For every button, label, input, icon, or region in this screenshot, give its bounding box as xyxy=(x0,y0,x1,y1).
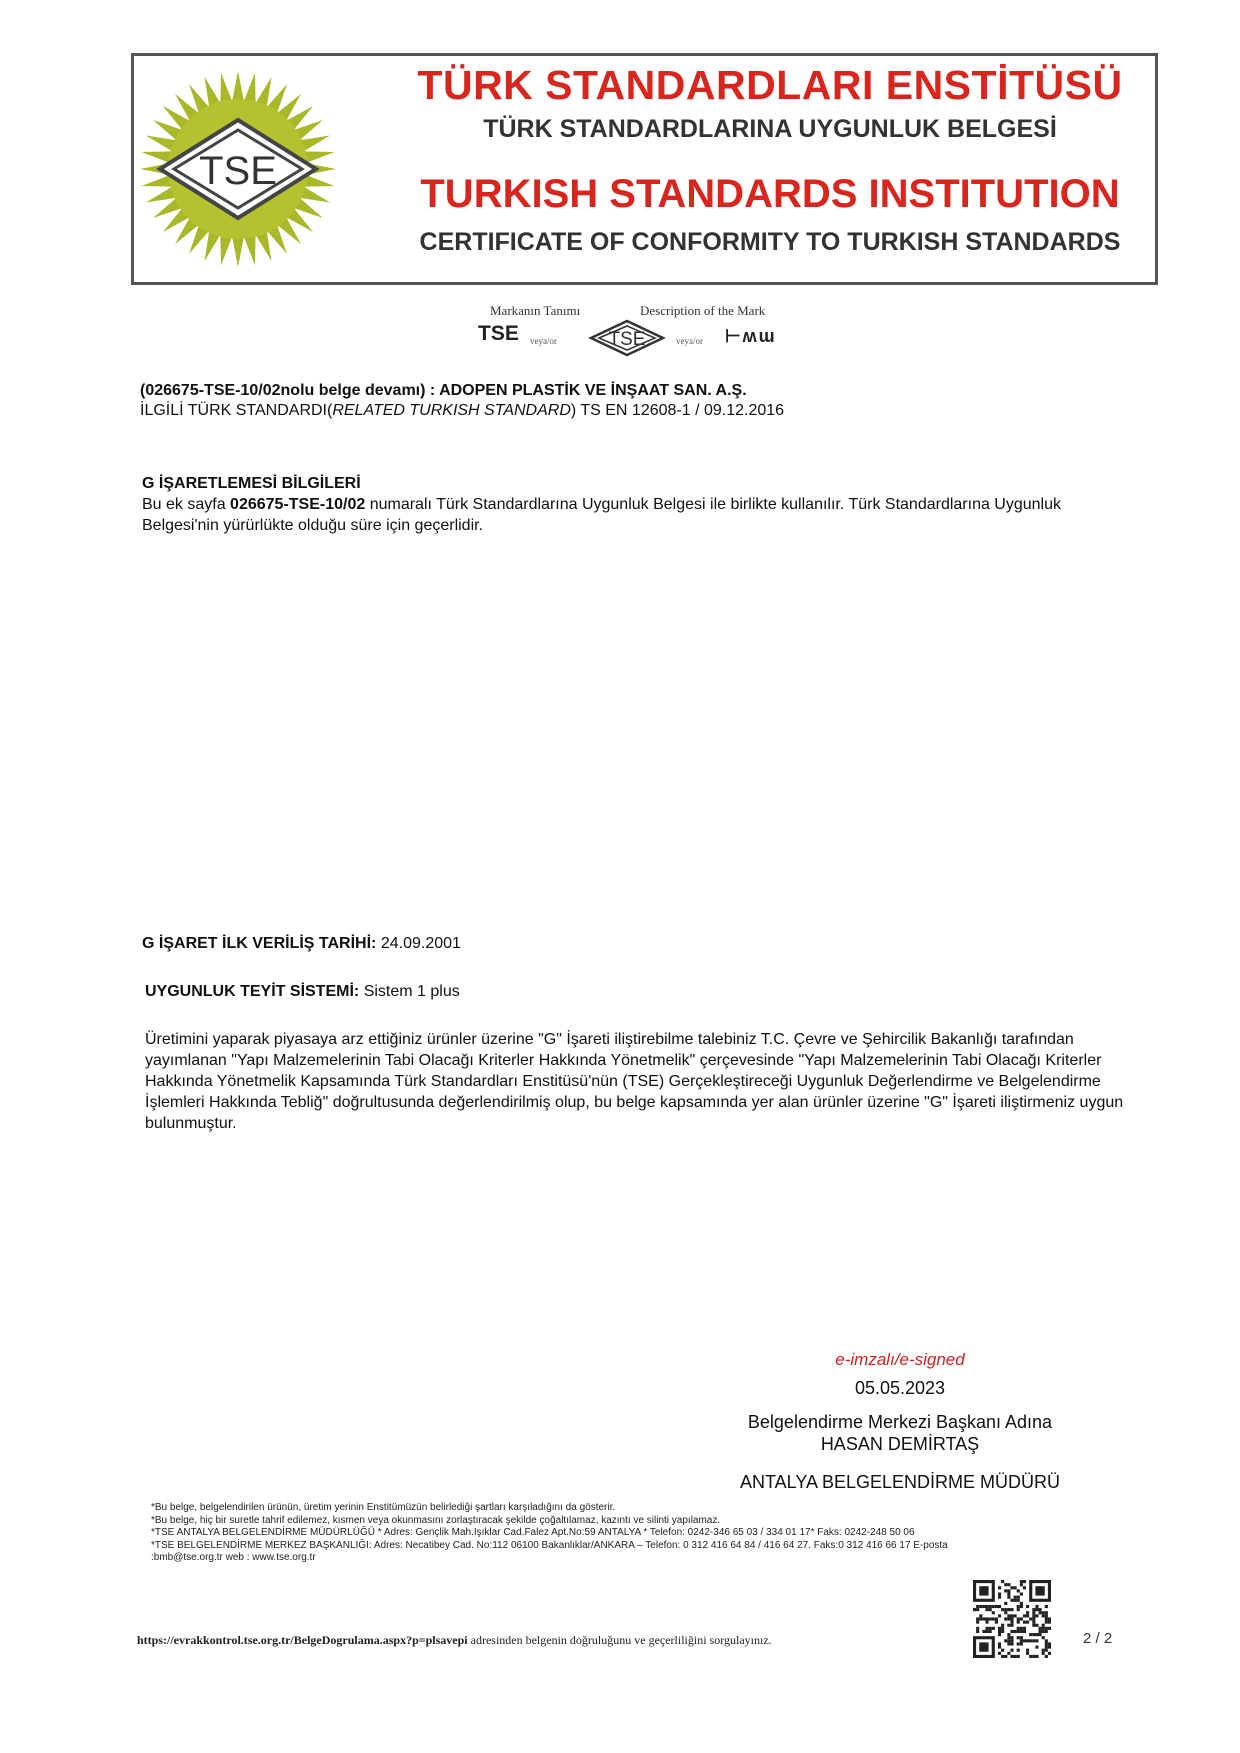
qr-module xyxy=(998,1605,1001,1608)
qr-module xyxy=(992,1611,995,1614)
qr-module xyxy=(1048,1642,1051,1645)
qr-module xyxy=(1039,1611,1042,1614)
qr-module xyxy=(1045,1639,1048,1642)
qr-module xyxy=(1045,1642,1048,1645)
qr-module xyxy=(1010,1586,1013,1589)
qr-module xyxy=(1020,1636,1023,1639)
qr-module xyxy=(1007,1639,1010,1642)
signature-date: 05.05.2023 xyxy=(854,1378,946,1398)
qr-module xyxy=(992,1605,995,1608)
qr-module xyxy=(976,1605,979,1608)
qr-module xyxy=(1010,1608,1013,1611)
footer-note: *Bu belge, hiç bir suretle tahrif edilemez, kısmen veya okunmasını zorlaştıracak şekilde çoğaltılamaz, kazıntı ve silinti yapılamaz. xyxy=(151,1514,721,1526)
qr-module xyxy=(1007,1624,1010,1627)
qr-module xyxy=(976,1630,979,1633)
qr-module xyxy=(1032,1639,1035,1642)
qr-module xyxy=(1042,1636,1045,1639)
qr-module xyxy=(1048,1621,1051,1624)
footer-note: *Bu belge, belgelendirilen ürünün, üretim yerinin Enstitümüzün belirlediği şartları karşıladığını da gösterir. xyxy=(151,1502,616,1513)
qr-module xyxy=(992,1617,995,1620)
qr-module xyxy=(1004,1617,1007,1620)
first-issue-date: G İŞARET İLK VERİLİŞ TARİHİ: 24.09.2001 xyxy=(142,935,461,952)
qr-module xyxy=(1020,1580,1023,1583)
qr-module xyxy=(1001,1624,1004,1627)
qr-module xyxy=(1042,1611,1045,1614)
qr-module xyxy=(1039,1627,1042,1630)
qr-module xyxy=(995,1617,998,1620)
qr-module xyxy=(1010,1624,1013,1627)
verification-link[interactable]: https://evrakkontrol.tse.org.tr/BelgeDogrulama.aspx?p=plsavepi xyxy=(137,1633,468,1647)
qr-module xyxy=(1001,1627,1004,1630)
qr-module xyxy=(1017,1642,1020,1645)
qr-module xyxy=(998,1596,1001,1599)
marking-info-title: G İŞARETLEMESİ BİLGİLERİ xyxy=(142,475,361,492)
qr-module xyxy=(979,1605,982,1608)
qr-module xyxy=(1029,1639,1032,1642)
qr-module xyxy=(1023,1627,1026,1630)
qr-module xyxy=(1026,1649,1029,1652)
qr-module xyxy=(1001,1608,1004,1611)
qr-module xyxy=(995,1621,998,1624)
qr-module xyxy=(1026,1614,1029,1617)
qr-module xyxy=(1010,1642,1013,1645)
qr-module xyxy=(1004,1583,1007,1586)
qr-module xyxy=(1042,1630,1045,1633)
certificate-reference: (026675-TSE-10/02nolu belge devamı) : ADOPEN PLASTİK VE İNŞAAT SAN. A.Ş. xyxy=(140,382,747,399)
qr-module xyxy=(1014,1596,1017,1599)
mark-logo-text: TSE xyxy=(608,329,646,350)
qr-module xyxy=(1010,1630,1013,1633)
qr-module xyxy=(985,1608,988,1611)
footer-note: :bmb@tse.org.tr web : www.tse.org.tr xyxy=(151,1552,316,1563)
qr-module xyxy=(1004,1655,1007,1658)
qr-module xyxy=(985,1617,988,1620)
qr-module xyxy=(1048,1617,1051,1620)
qr-module xyxy=(1007,1583,1010,1586)
qr-module xyxy=(1010,1636,1013,1639)
qr-module xyxy=(1007,1592,1010,1595)
qr-module xyxy=(989,1605,992,1608)
qr-module xyxy=(1026,1652,1029,1655)
qr-module xyxy=(1045,1605,1048,1608)
mark-tse-text: TSE xyxy=(478,322,519,345)
qr-module xyxy=(1045,1649,1048,1652)
qr-module xyxy=(1042,1627,1045,1630)
mark-alternative-glyphs: ⊢ʍɯ xyxy=(725,326,777,346)
qr-module xyxy=(1035,1624,1038,1627)
qr-module xyxy=(1045,1646,1048,1649)
qr-module xyxy=(1045,1627,1048,1630)
qr-module xyxy=(1020,1583,1023,1586)
qr-module xyxy=(985,1630,988,1633)
qr-module xyxy=(1035,1633,1038,1636)
qr-module xyxy=(998,1592,1001,1595)
page-number: 2 / 2 xyxy=(1083,1630,1113,1647)
marking-info-paragraph: Bu ek sayfa 026675-TSE-10/02 numaralı Türk Standardlarına Uygunluk Belgesi ile birlikte kullanılır. Türk Standardlarına Uygunluk Belgesi'nin yürürlükte olduğu süre için geçerlidir. xyxy=(142,496,1062,534)
qr-module xyxy=(982,1617,985,1620)
qr-module xyxy=(1004,1608,1007,1611)
qr-module xyxy=(1023,1614,1026,1617)
qr-module xyxy=(1020,1642,1023,1645)
qr-module xyxy=(1020,1592,1023,1595)
qr-module xyxy=(979,1614,982,1617)
qr-module xyxy=(998,1630,1001,1633)
qr-module xyxy=(1001,1580,1004,1583)
qr-module xyxy=(1039,1633,1042,1636)
qr-module xyxy=(1032,1621,1035,1624)
qr-module xyxy=(1035,1614,1038,1617)
qr-module xyxy=(1001,1649,1004,1652)
qr-module xyxy=(1023,1630,1026,1633)
qr-code xyxy=(973,1580,1051,1658)
qr-module xyxy=(1032,1655,1035,1658)
qr-module xyxy=(1010,1649,1013,1652)
qr-module xyxy=(1010,1639,1013,1642)
qr-module xyxy=(1017,1655,1020,1658)
mark-label-english: Description of the Mark xyxy=(640,303,766,318)
qr-module xyxy=(1032,1624,1035,1627)
qr-module xyxy=(1017,1630,1020,1633)
qr-module xyxy=(976,1617,979,1620)
mark-or-1: veya/or xyxy=(530,336,557,346)
footer-note: *TSE BELGELENDİRME MERKEZ BAŞKANLIĞI: Adres: Necatibey Cad. No:112 06100 Bakanlıklar/ANKARA – Telefon: 0 312 416 64 84 / 416 64 27. Faks:0 312 416 66 17 E-posta xyxy=(151,1539,948,1551)
qr-module xyxy=(1032,1614,1035,1617)
qr-module xyxy=(979,1617,982,1620)
qr-module xyxy=(1032,1617,1035,1620)
qr-module xyxy=(1007,1608,1010,1611)
qr-module xyxy=(1035,1586,1044,1595)
qr-module xyxy=(973,1608,976,1611)
qr-module xyxy=(998,1642,1001,1645)
qr-module xyxy=(1007,1617,1010,1620)
title-turkish: TÜRK STANDARDLARI ENSTİTÜSÜ xyxy=(417,62,1123,108)
qr-module xyxy=(998,1652,1001,1655)
qr-module xyxy=(1035,1646,1038,1649)
qr-module xyxy=(1010,1655,1013,1658)
qr-module xyxy=(1045,1621,1048,1624)
qr-module xyxy=(1010,1617,1013,1620)
qr-module xyxy=(1017,1636,1020,1639)
qr-module xyxy=(1045,1614,1048,1617)
qr-module xyxy=(998,1614,1001,1617)
qr-module xyxy=(1007,1633,1010,1636)
qr-module xyxy=(989,1608,992,1611)
qr-module xyxy=(998,1646,1001,1649)
qr-module xyxy=(1001,1655,1004,1658)
qr-module xyxy=(998,1633,1001,1636)
qr-module xyxy=(982,1605,985,1608)
qr-module xyxy=(1023,1621,1026,1624)
tse-mark-logo xyxy=(588,318,666,358)
qr-module xyxy=(1029,1617,1032,1620)
qr-module xyxy=(989,1617,992,1620)
signatory-title: ANTALYA BELGELENDİRME MÜDÜRÜ xyxy=(739,1472,1061,1492)
qr-module xyxy=(976,1608,979,1611)
qr-module xyxy=(1007,1642,1010,1645)
qr-module xyxy=(1004,1602,1007,1605)
qr-module xyxy=(1017,1649,1020,1652)
signatory-role: Belgelendirme Merkezi Başkanı Adına xyxy=(747,1412,1053,1432)
qr-module xyxy=(1007,1589,1010,1592)
qr-module xyxy=(1010,1599,1013,1602)
qr-module xyxy=(1010,1614,1013,1617)
qr-module xyxy=(1026,1621,1029,1624)
qr-module xyxy=(1026,1639,1029,1642)
qr-module xyxy=(1014,1586,1017,1589)
qr-module xyxy=(1042,1614,1045,1617)
qr-module xyxy=(1007,1614,1010,1617)
subtitle-english: CERTIFICATE OF CONFORMITY TO TURKISH STANDARDS xyxy=(419,228,1121,256)
qr-module xyxy=(979,1586,988,1595)
qr-module xyxy=(1004,1639,1007,1642)
qr-module xyxy=(1042,1624,1045,1627)
qr-module xyxy=(1020,1605,1023,1608)
qr-module xyxy=(979,1642,988,1651)
qr-module xyxy=(1042,1649,1045,1652)
qr-module xyxy=(1029,1655,1032,1658)
qr-module xyxy=(1026,1611,1029,1614)
e-signed-label: e-imzalı/e-signed xyxy=(835,1350,965,1369)
seal-text: TSE xyxy=(199,149,277,193)
tse-seal-logo xyxy=(138,58,338,280)
qr-module xyxy=(985,1627,988,1630)
qr-module xyxy=(995,1605,998,1608)
qr-module xyxy=(998,1586,1001,1589)
qr-module xyxy=(1023,1586,1026,1589)
qr-module xyxy=(989,1630,992,1633)
qr-module xyxy=(1010,1621,1013,1624)
qr-module xyxy=(1014,1614,1017,1617)
qr-module xyxy=(1035,1639,1038,1642)
qr-module xyxy=(1014,1655,1017,1658)
qr-module xyxy=(982,1630,985,1633)
qr-module xyxy=(1017,1605,1020,1608)
qr-module xyxy=(1017,1599,1020,1602)
qr-module xyxy=(1035,1605,1038,1608)
title-english: TURKISH STANDARDS INSTITUTION xyxy=(420,172,1120,216)
qr-module xyxy=(1029,1633,1032,1636)
qr-module xyxy=(1007,1596,1010,1599)
qr-module xyxy=(1045,1617,1048,1620)
qr-module xyxy=(1007,1636,1010,1639)
qr-module xyxy=(1014,1630,1017,1633)
qr-module xyxy=(1020,1602,1023,1605)
qr-module xyxy=(989,1627,992,1630)
qr-module xyxy=(1032,1633,1035,1636)
qr-module xyxy=(1045,1630,1048,1633)
qr-module xyxy=(1045,1611,1048,1614)
qr-module xyxy=(1048,1627,1051,1630)
footer-notes xyxy=(151,1502,1151,1565)
qr-module xyxy=(1045,1655,1048,1658)
qr-module xyxy=(1014,1599,1017,1602)
qr-module xyxy=(1042,1652,1045,1655)
qr-module xyxy=(976,1621,979,1624)
qr-module xyxy=(1023,1580,1026,1583)
qr-module xyxy=(1048,1652,1051,1655)
qr-module xyxy=(1026,1605,1029,1608)
qr-module xyxy=(1017,1589,1020,1592)
qr-module xyxy=(1039,1630,1042,1633)
mark-or-2: veya/or xyxy=(676,336,703,346)
qr-module xyxy=(1017,1608,1020,1611)
qr-module xyxy=(1020,1630,1023,1633)
qr-module xyxy=(1004,1589,1007,1592)
qr-module xyxy=(1035,1655,1038,1658)
signatory-name: HASAN DEMİRTAŞ xyxy=(820,1434,980,1454)
qr-module xyxy=(1035,1608,1038,1611)
qr-module xyxy=(985,1605,988,1608)
qr-module xyxy=(1048,1646,1051,1649)
conformity-statement: Üretimini yaparak piyasaya arz ettiğiniz ürünler üzerine "G" İşareti iliştirebilme talebiniz T.C. Çevre ve Şehircilik Bakanlığı tarafından yayımlanan "Yapı Malzemelerinin Tabi Olacağı Kriterler Hakkında Yönetmelik" çerçevesinde "Yapı Malzemelerinin Tabi Olacağı Kriterler Hakkında Yönetmelik Kapsamında Türk Standardları Enstitüsü'nün (TSE) Gerçekleştireceği Uygunluk Değerlendirme ve Belgelendirme İşlemleri Hakkında Tebliğ" doğrultusunda değerlendirilmiş olup, bu belge kapsamında yer alan ürünler üzerine "G" İşareti iliştirmeniz uygun bulunmuştur. xyxy=(145,1031,1124,1132)
qr-module xyxy=(1020,1617,1023,1620)
qr-module xyxy=(1017,1621,1020,1624)
qr-module xyxy=(976,1627,979,1630)
qr-module xyxy=(1032,1608,1035,1611)
mark-label-turkish: Markanın Tanımı xyxy=(490,303,581,318)
qr-module xyxy=(1017,1627,1020,1630)
verification-text: https://evrakkontrol.tse.org.tr/BelgeDogrulama.aspx?p=plsavepi adresinden belgenin doğruluğunu ve geçerliliğini sorgulayınız. xyxy=(137,1633,772,1647)
qr-module xyxy=(1001,1630,1004,1633)
qr-module xyxy=(1020,1639,1023,1642)
qr-module xyxy=(1020,1627,1023,1630)
qr-module xyxy=(1039,1608,1042,1611)
qr-module xyxy=(1017,1617,1020,1620)
subtitle-turkish: TÜRK STANDARDLARINA UYGUNLUK BELGESİ xyxy=(483,115,1057,143)
qr-module xyxy=(1004,1611,1007,1614)
qr-module xyxy=(1023,1639,1026,1642)
related-standard: İLGİLİ TÜRK STANDARDI(RELATED TURKISH STANDARD) TS EN 12608-1 / 09.12.2016 xyxy=(140,402,785,419)
qr-module xyxy=(1017,1596,1020,1599)
qr-module xyxy=(998,1627,1001,1630)
qr-module xyxy=(992,1627,995,1630)
footer-note: *TSE ANTALYA BELGELENDİRME MÜDÜRLÜĞÜ * Adres: Gençlik Mah.Işıklar Cad.Falez Apt.No:59 ANTALYA * Telefon: 0242-346 65 03 / 334 01 17* Faks: 0242-248 50 06 xyxy=(151,1527,915,1538)
qr-module xyxy=(1032,1611,1035,1614)
qr-module xyxy=(985,1621,988,1624)
conformity-system: UYGUNLUK TEYİT SİSTEMİ: Sistem 1 plus xyxy=(145,983,460,1000)
qr-module xyxy=(1007,1652,1010,1655)
